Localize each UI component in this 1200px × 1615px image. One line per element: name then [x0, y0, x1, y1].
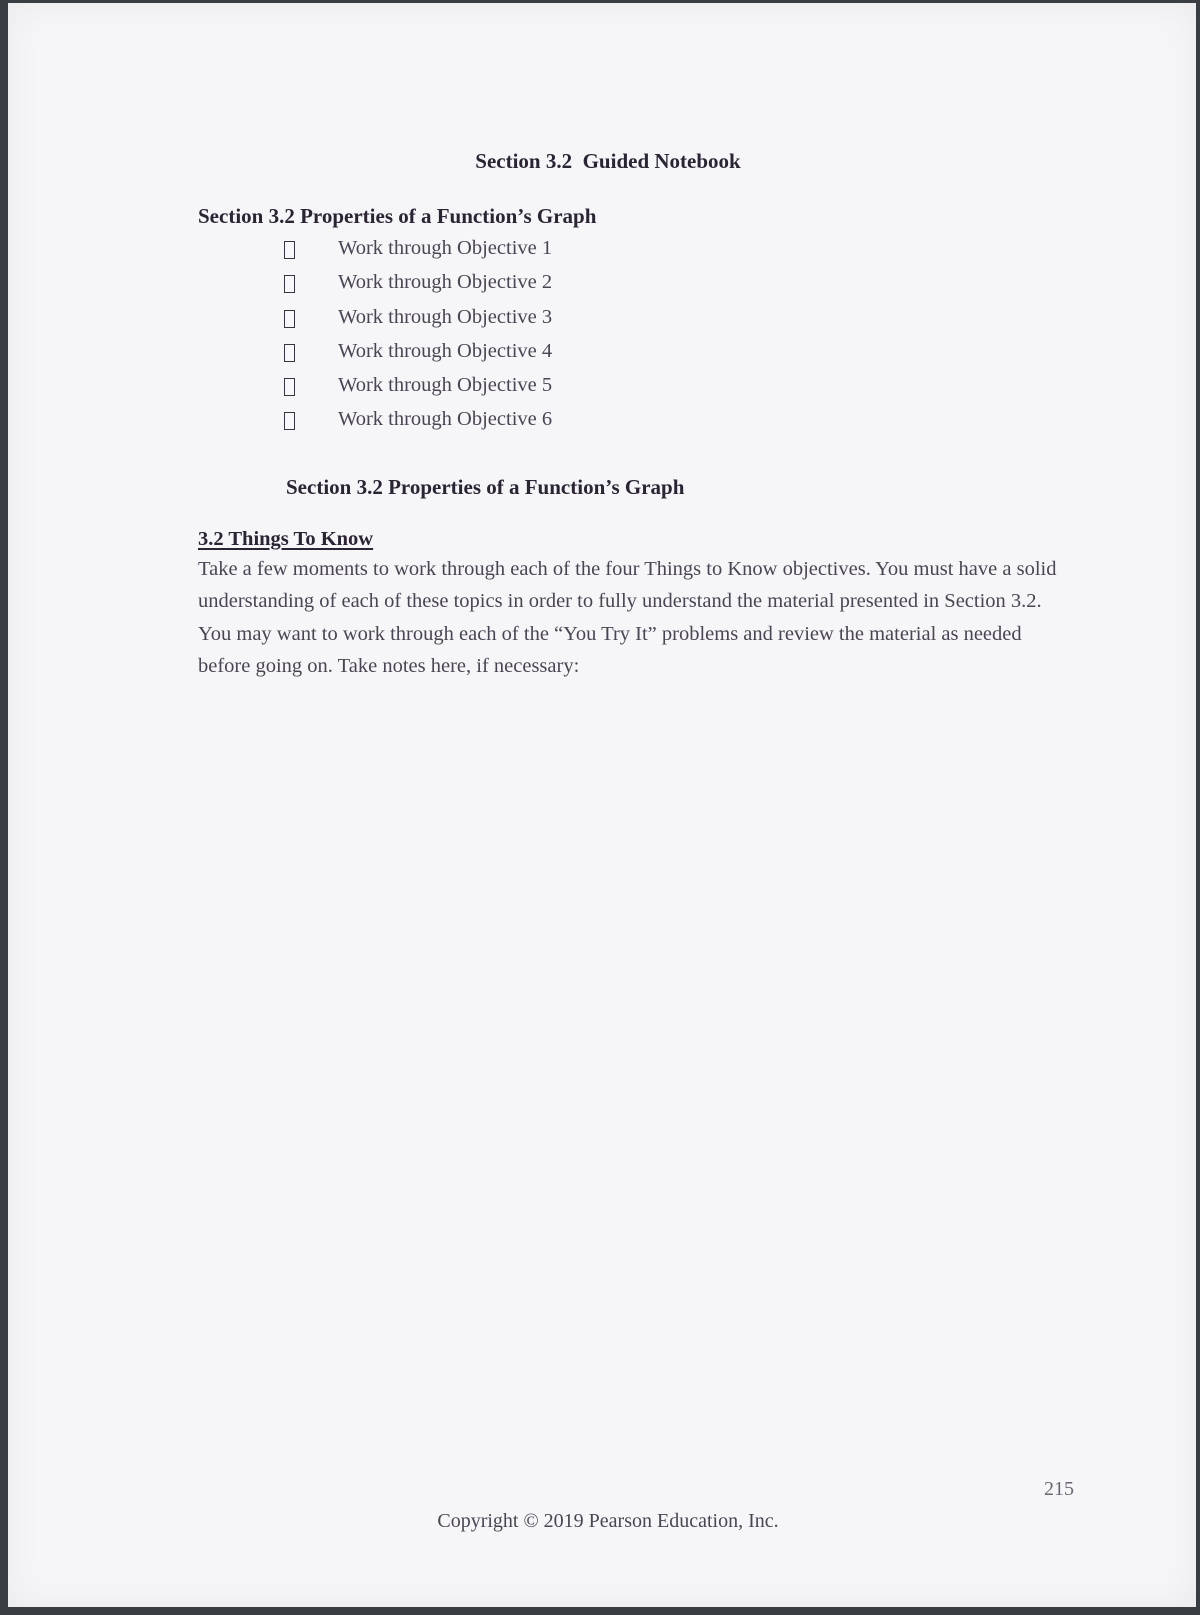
- section-heading: Section 3.2 Properties of a Function’s Graph: [198, 204, 597, 228]
- objective-label: Work through Objective 2: [338, 271, 553, 294]
- page-title: Section 3.2 Guided Notebook: [475, 149, 741, 173]
- objective-item: [284, 340, 552, 374]
- objectives-checklist: [284, 237, 552, 443]
- page-number: 215: [1044, 1478, 1074, 1500]
- checkbox[interactable]: [284, 241, 295, 259]
- checkbox[interactable]: [284, 344, 295, 362]
- checkbox[interactable]: [284, 412, 295, 430]
- checkbox[interactable]: [284, 310, 295, 328]
- objective-item: [284, 374, 552, 408]
- objective-item: [284, 237, 552, 271]
- objective-label: Work through Objective 5: [338, 374, 553, 397]
- section-subheading: Section 3.2 Properties of a Function’s Graph: [286, 475, 685, 499]
- objective-label: Work through Objective 4: [338, 339, 553, 362]
- objective-label: Work through Objective 6: [338, 408, 553, 431]
- objective-item: [284, 408, 552, 442]
- things-to-know-paragraph: Take a few moments to work through each of the four Things to Know objectives. You must have a solid understanding of each of these topics in order to fully understand the material presented in Section 3.2. You may want to work through each of the “You Try It” problems and review the material as needed before going on. Take notes here, if necessary:: [198, 558, 1057, 677]
- objective-label: Work through Objective 1: [338, 237, 553, 259]
- objective-item: [284, 306, 552, 340]
- objective-item: [284, 271, 552, 305]
- checkbox[interactable]: [284, 378, 295, 396]
- checkbox[interactable]: [284, 275, 295, 293]
- things-to-know-title: 3.2 Things To Know: [198, 528, 374, 550]
- notebook-page: [8, 3, 1196, 1607]
- objective-label: Work through Objective 3: [338, 305, 553, 328]
- copyright-footer: Copyright © 2019 Pearson Education, Inc.: [437, 1510, 779, 1532]
